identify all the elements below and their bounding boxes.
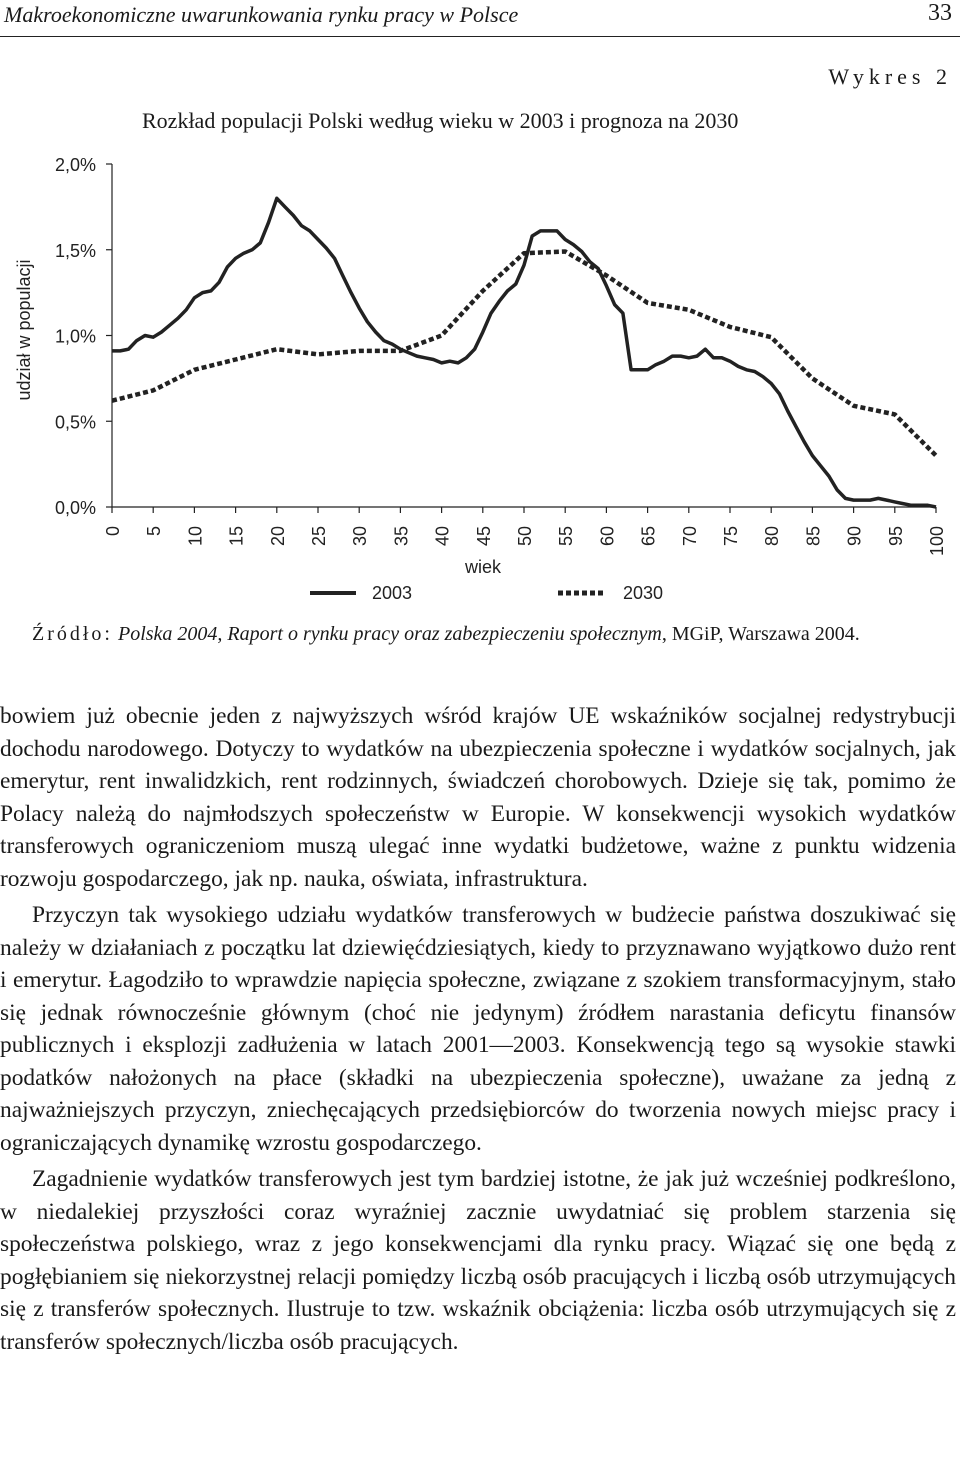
paragraph-2: Przyczyn tak wysokiego udziału wydatków transferowych w budżecie państwa doszukiwać się należy w działaniach z początku lat dziewięćdziesiątych, kiedy to przyznawano wyjątkowo dużo rent i emerytur. Łagodziło to wprawdzie napięcia społeczne, związane z szokiem transformacyjnym, stało się jednak równocześnie głównym (choć nie jedynym) źródłem narastania deficytu finansów publicznych i eksplozji zadłużenia w latach 2001—2003. Konsekwencją tego są wysokie stawki podatków nałożonych na płace (składki na ubezpieczenia społeczne), uważane za jedną z najważniejszych przyczyn, zniechęcających przedsiębiorców do tworzenia nowych miejsc pracy i ograniczających dynamikę wzrostu gospodarczego. <box>0 902 956 1156</box>
x-tick-label: 55 <box>556 526 577 547</box>
x-tick-label: 60 <box>597 526 618 547</box>
x-tick-label: 85 <box>803 526 824 547</box>
x-tick-label: 10 <box>185 526 206 547</box>
x-tick-label: 5 <box>144 526 165 537</box>
x-tick-label: 70 <box>679 526 700 547</box>
series-line-2030 <box>112 252 936 456</box>
x-tick-label: 80 <box>762 526 783 547</box>
x-tick-label: 25 <box>309 526 329 547</box>
figure-source <box>0 620 956 648</box>
legend-label-2030: 2030 <box>622 583 664 603</box>
x-tick-label: 90 <box>844 526 865 547</box>
chart-series <box>112 198 936 507</box>
x-tick-label: 100 <box>927 526 947 557</box>
x-tick-label: 50 <box>515 526 535 547</box>
x-tick-label: 40 <box>432 526 453 547</box>
page-number: 33 <box>928 0 952 26</box>
x-tick-label: 45 <box>473 526 494 547</box>
x-tick-label: 65 <box>638 526 659 547</box>
x-tick-label: 30 <box>350 526 371 547</box>
x-tick-label: 75 <box>721 526 741 547</box>
chart-legend <box>310 583 663 603</box>
y-tick-label: 2,0% <box>54 155 96 175</box>
x-tick-label: 95 <box>885 526 906 547</box>
x-axis-title: wiek <box>464 557 502 577</box>
source-label: Źródło: <box>32 623 113 645</box>
y-tick-label: 1,0% <box>54 326 96 347</box>
source-title: Polska 2004, Raport o rynku pracy oraz zabezpieczeniu społecznym <box>118 623 662 645</box>
paragraph-3: Zagadnienie wydatków transferowych jest tym bardziej istotne, że jak już wcześniej podkreślono, w niedalekiej przyszłości coraz wyraźniej zacznie uwydatniać się problem starzenia się społeczeństwa polskiego, wraz z jego konsekwencjami dla rynku pracy. Wiązać się one będą z pogłębianiem się niekorzystnej relacji pomiędzy liczbą osób pracujących i liczbą osób utrzymujących się z transferów społecznych. Ilustruje to tzw. wskaźnik obciążenia: liczba osób utrzymujących się z transferów społecznych/liczba osób pracujących. <box>0 1166 956 1355</box>
y-axis-title: udział w populacji <box>14 259 34 401</box>
figure-title: Rozkład populacji Polski według wieku w 2003 i prognoza na 2030 <box>142 108 739 133</box>
source-rest: , MGiP, Warszawa 2004. <box>661 623 860 645</box>
y-tick-label: 1,5% <box>54 240 96 261</box>
x-tick-label: 0 <box>103 526 123 537</box>
paragraph-1: bowiem już obecnie jeden z najwyższych wśród krajów UE wskaźników socjalnej redystrybucji dochodu narodowego. Dotyczy to wydatków na ubezpieczenia społeczne i wydatków socjalnych, jak emerytur, rent inwalidzkich, rent rodzinnych, świadczeń chorobowych. Dzieje się tak, pomimo że Polacy należą do najmłodszych społeczeństw w Europie. W konsekwencji wysokich wydatków transferowych ograniczeniom muszą ulegać inne wydatki budżetowe, ważne z punktu widzenia rozwoju gospodarczego, jak np. nauka, oświata, infrastruktura. <box>0 703 956 892</box>
population-chart <box>0 140 960 610</box>
figure-label: Wykres 2 <box>828 64 952 89</box>
body-text <box>0 700 956 1358</box>
x-tick-label: 35 <box>391 526 412 547</box>
legend-label-2003: 2003 <box>371 583 413 603</box>
y-tick-label: 0,0% <box>54 498 96 518</box>
running-header <box>0 0 960 37</box>
x-tick-label: 20 <box>267 526 288 547</box>
y-tick-label: 0,5% <box>54 412 96 433</box>
chart-axes <box>14 155 947 577</box>
x-tick-label: 15 <box>226 526 247 547</box>
series-line-2003 <box>112 198 936 507</box>
running-title: Makroekonomiczne uwarunkowania rynku pracy w Polsce <box>4 2 519 27</box>
